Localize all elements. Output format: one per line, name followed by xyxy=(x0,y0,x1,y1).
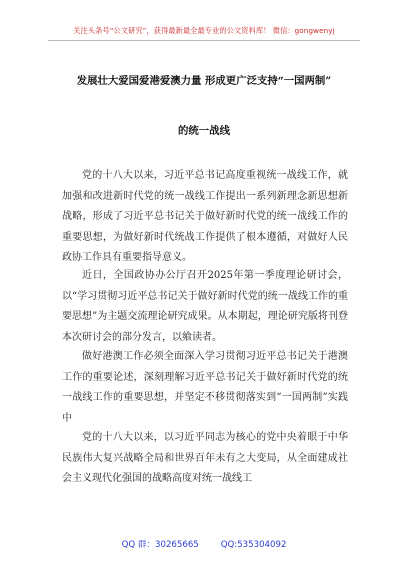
document-title-line-1: 发展壮大爱国爱港爱澳力量 形成更广泛支持“一国两制” xyxy=(76,75,332,87)
body-paragraph-4: 党的十八大以来，以习近平同志为核心的党中央着眼于中华民族伟大复兴战略全局和世界百年未有之大变局，从全面建成社会主义现代化强国的战略高度对统一战线工 xyxy=(62,432,348,484)
body-paragraph-2: 近日，全国政协办公厅召开2025年第一季度理论研讨会，以“学习贯彻习近平总书记关于做好新时代党的统一战线工作的重要思想”为主题交流理论研究成果。从本期起，理论研究版将刊登本次研讨会的部分发言，以飨读者。 xyxy=(62,270,348,343)
body-paragraph-1: 党的十八大以来，习近平总书记高度重视统一战线工作，就加强和改进新时代党的统一战线工作提出一系列新理念新思想新战略，形成了习近平总书记关于做好新时代党的统一战线工作的重要思想，为做好新时代统战工作提供了根本遵循，对做好人民政协工作具有重要指导意义。 xyxy=(62,170,348,263)
body-paragraph-3: 做好港澳工作必须全面深入学习贯彻习近平总书记关于港澳工作的重要论述，深刻理解习近平总书记关于做好新时代党的统一战线工作的重要思想，并坚定不移贯彻落实到“一国两制”实践中 xyxy=(62,351,348,424)
footer-contact xyxy=(0,538,408,550)
header-divider xyxy=(48,40,360,41)
header-banner: 关注头条号“公文研究”，获得最新最全最专业的公文资料库！ 微信：gongwenyj xyxy=(73,26,335,35)
footer-qq-number: QQ:535304092 xyxy=(220,540,287,550)
footer-qq-group: QQ 群：30265665 xyxy=(121,540,199,550)
document-title-line-2: 的统一战线 xyxy=(178,125,230,137)
